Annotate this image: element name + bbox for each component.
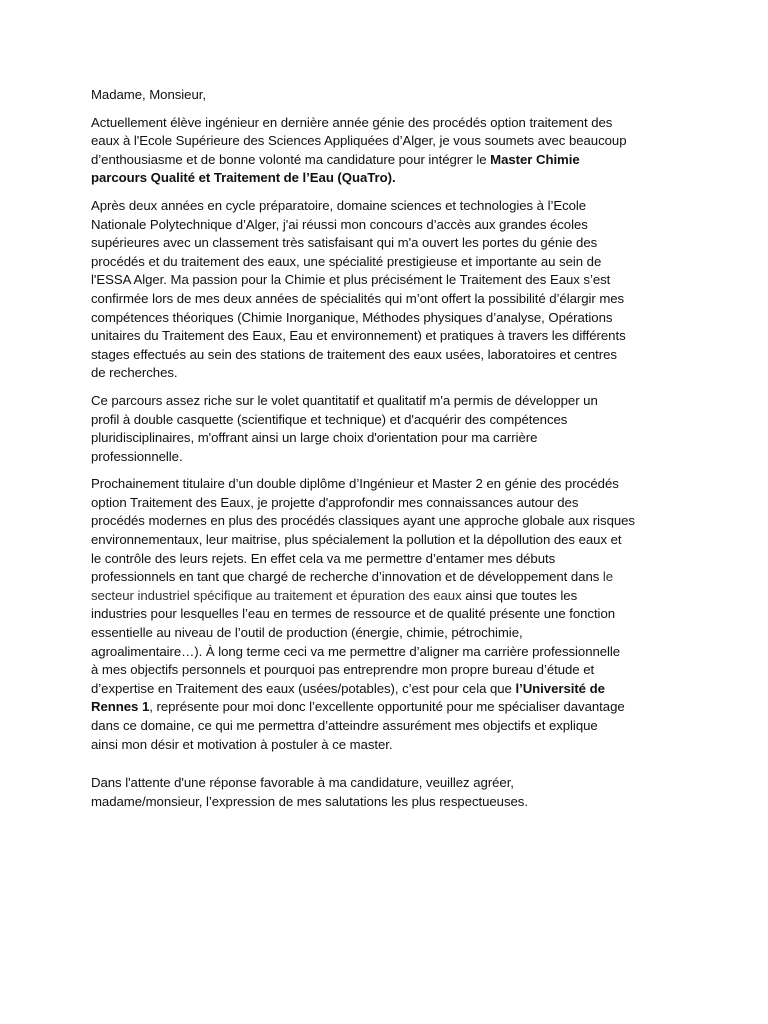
text-segment: professionnelle. <box>91 448 183 464</box>
text-segment: eaux à l'Ecole Supérieure des Sciences Appliquées d’Alger, je vous soumets avec beaucoup <box>91 133 627 149</box>
paragraph-line <box>91 169 680 188</box>
text-segment: essentielle au niveau de l’outil de production (énergie, chimie, pétrochimie, <box>91 625 523 641</box>
text-segment: confirmée lors de mes deux années de spécialités qui m’ont offert la possibilité d’élargir mes <box>91 290 625 306</box>
bold-text: Master Chimie <box>490 151 580 167</box>
paragraph-line <box>91 271 680 290</box>
text-segment: secteur industriel spécifique au traitement et épuration des eaux <box>91 587 462 603</box>
text-segment: , représente pour moi donc l’excellente opportunité pour me spécialiser davantage <box>149 699 625 715</box>
text-segment: le contrôle des leurs rejets. En effet cela va me permettre d’entamer mes débuts <box>91 550 556 566</box>
paragraph-line <box>91 411 680 430</box>
bold-text: Rennes 1 <box>91 699 150 715</box>
body-paragraph <box>91 392 680 466</box>
text-segment: Ce parcours assez riche sur le volet quantitatif et qualitatif m'a permis de développer un <box>91 392 598 408</box>
text-segment: pluridisciplinaires, m'offrant ainsi un large choix d'orientation pour ma carrière <box>91 430 538 446</box>
text-segment: d’enthousiasme et de bonne volonté ma candidature pour intégrer le <box>91 151 491 167</box>
paragraph-line <box>91 364 680 383</box>
body-paragraph <box>91 197 680 383</box>
paragraph-line <box>91 550 680 569</box>
paragraph-line <box>91 197 680 216</box>
paragraph-line <box>91 309 680 328</box>
letter-body <box>91 114 680 755</box>
paragraph-line <box>91 346 680 365</box>
text-segment: profil à double casquette (scientifique et technique) et d'acquérir des compétences <box>91 411 568 427</box>
paragraph-line <box>91 587 680 606</box>
text-segment: unitaires du Traitement des Eaux, Eau et environnement) et pratiques à travers les différents <box>91 328 626 344</box>
paragraph-line <box>91 253 680 272</box>
paragraph-line <box>91 568 680 587</box>
text-segment: professionnels en tant que chargé de recherche d’innovation et de développement dans <box>91 569 603 585</box>
text-segment: ainsi que toutes les <box>461 587 578 603</box>
paragraph-line <box>91 512 680 531</box>
text-segment: Prochainement titulaire d’un double diplôme d’Ingénieur et Master 2 en génie des procédés <box>91 476 619 492</box>
text-segment: de recherches. <box>91 365 178 381</box>
paragraph-line <box>91 392 680 411</box>
text-segment: compétences théoriques (Chimie Inorganique, Méthodes physiques d’analyse, Opérations <box>91 309 613 325</box>
paragraph-line <box>91 605 680 624</box>
closing-line: Dans l'attente d'une réponse favorable à ma candidature, veuillez agréer, <box>91 775 514 791</box>
text-segment: Nationale Polytechnique d’Alger, j'ai réussi mon concours d’accès aux grandes écoles <box>91 216 588 232</box>
text-segment: dans ce domaine, ce qui me permettra d’atteindre assurément mes objectifs et explique <box>91 718 598 733</box>
paragraph-line <box>91 216 680 235</box>
paragraph-line <box>91 698 680 717</box>
paragraph-line <box>91 290 680 309</box>
paragraph-line <box>91 448 680 467</box>
paragraph-line <box>91 114 680 133</box>
text-segment: environnementaux, leur maitrise, plus spécialement la pollution et la dépollution des eaux et <box>91 532 622 548</box>
text-segment: à mes objectifs personnels et pourquoi pas entreprendre mon propre bureau d’étude et <box>91 662 595 678</box>
paragraph-line <box>91 661 680 680</box>
text-segment: agroalimentaire…). À long terme ceci va me permettre d’aligner ma carrière professionnelle <box>91 643 621 659</box>
bold-text: l’Université de <box>515 680 605 696</box>
closing-paragraph <box>91 774 680 811</box>
text-segment: Actuellement élève ingénieur en dernière année génie des procédés option traitement des <box>91 114 613 130</box>
paragraph-line <box>91 429 680 448</box>
paragraph-line <box>91 132 680 151</box>
paragraph-line <box>91 234 680 253</box>
text-segment: ainsi mon désir et motivation à postuler à ce master. <box>91 736 393 752</box>
paragraph-line <box>91 736 680 755</box>
text-segment: procédés modernes en plus des procédés classiques ayant une approche globale aux risques <box>91 513 635 529</box>
paragraph-line <box>91 680 680 699</box>
paragraph-line <box>91 151 680 170</box>
text-segment: industries pour lesquelles l’eau en termes de ressource et de qualité présente une fonction <box>91 606 616 622</box>
text-segment: d’expertise en Traitement des eaux (usées/potables), c’est pour cela que <box>91 680 516 696</box>
text-segment: l'ESSA Alger. Ma passion pour la Chimie et plus précisément le Traitement des Eaux s’est <box>91 272 611 288</box>
paragraph-line <box>91 624 680 643</box>
paragraph-line <box>91 327 680 346</box>
text-segment: supérieures avec un classement très satisfaisant qui m'a ouvert les portes du génie des <box>91 235 598 251</box>
paragraph-line <box>91 494 680 513</box>
text-segment: procédés et du traitement des eaux, une spécialité prestigieuse et importante au sein de <box>91 253 602 269</box>
closing-line: madame/monsieur, l’expression de mes salutations les plus respectueuses. <box>91 793 528 809</box>
bold-text: parcours Qualité et Traitement de l’Eau (QuaTro). <box>91 170 396 186</box>
salutation: Madame, Monsieur, <box>91 87 206 102</box>
paragraph-line <box>91 717 680 736</box>
text-segment: Après deux années en cycle préparatoire, domaine sciences et technologies à l’Ecole <box>91 197 587 213</box>
body-paragraph <box>91 114 680 188</box>
paragraph-line <box>91 475 680 494</box>
body-paragraph <box>91 475 680 754</box>
text-segment: option Traitement des Eaux, je projette d'approfondir mes connaissances autour des <box>91 494 579 510</box>
text-segment: stages effectués au sein des stations de traitement des eaux usées, laboratoires et centres <box>91 346 617 362</box>
paragraph-line <box>91 531 680 550</box>
text-segment: le <box>602 569 614 585</box>
paragraph-line <box>91 643 680 662</box>
